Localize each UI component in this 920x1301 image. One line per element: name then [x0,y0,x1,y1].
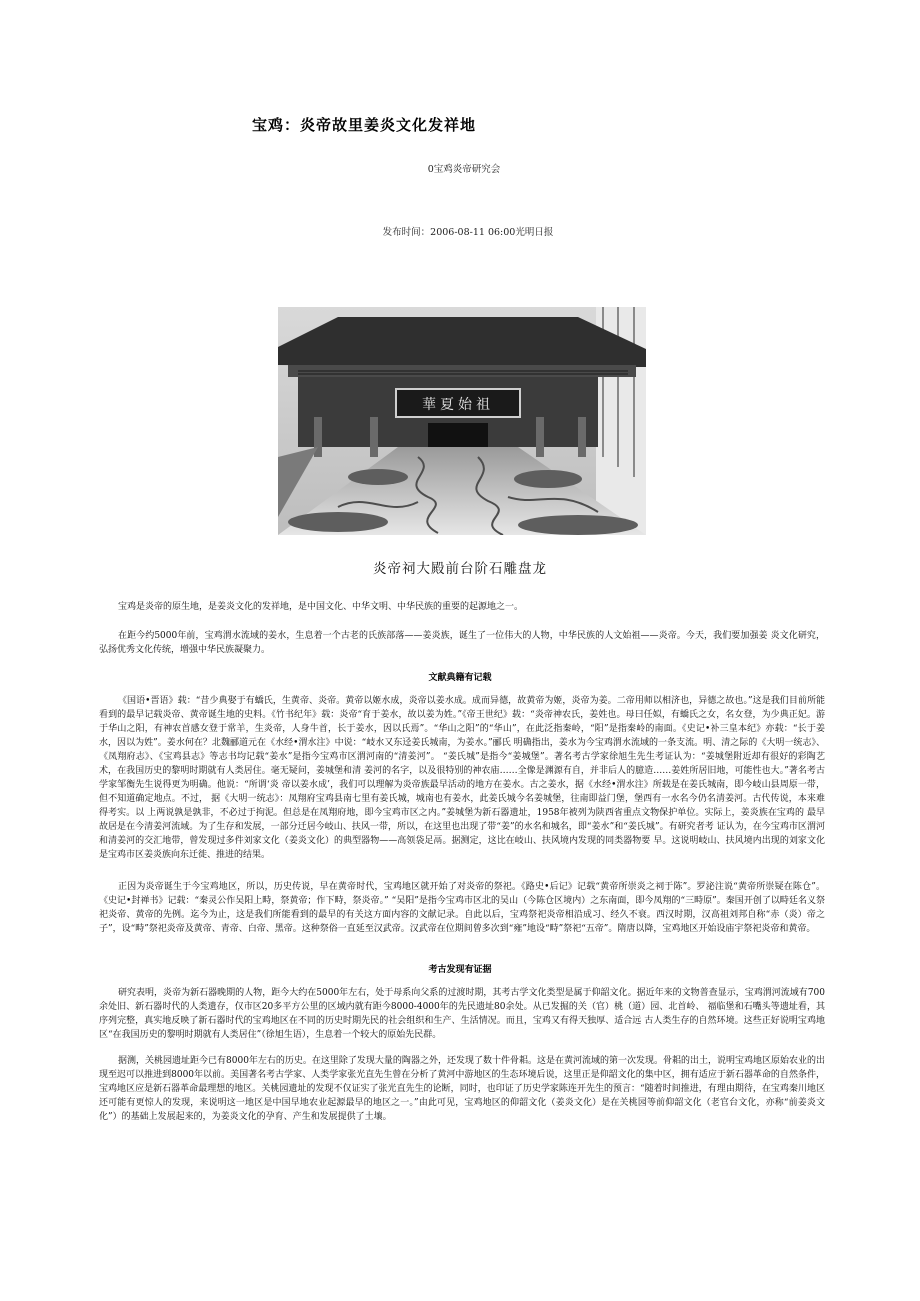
archaeology-paragraph-2: 据测，关桃园遗址距今已有8000年左右的历史。在这里除了发现大量的陶器之外，还发现了数十件骨耜。这是在黄河流域的第一次发现。骨耜的出土，说明宝鸡地区原始农业的出现至迟可以推进到8000年以前。美国著名考古学家、人类学家张光直先生曾在分析了黄河中游地区的生态环境后说，这里正是仰韶文化的集中区，拥有适应于新石器革命的自然条件，宝鸡地区应是新石器革命最理想的地区。关桃园遗址的发现不仅证实了张光直先生的论断，同时，也印证了历史学家陈连开先生的预言：“随着时间推进，有理由期待，在宝鸡秦川地区还可能有更惊人的发现，来说明这一地区是中国早地农业起源最早的地区之一。”由此可见，宝鸡地区的仰韶文化（姜炎文化）是在关桃园等前仰韶文化（老官台文化，亦称“前姜炎文化”）的基础上发展起来的，为姜炎文化的孕育、产生和发展提供了土壤。 [99,1056,825,1122]
article-title: 宝鸡：炎帝故里姜炎文化发祥地 [252,116,477,134]
archaeology-paragraph-1: 研究表明，炎帝为新石器晚期的人物，距今大约在5000年左右，处于母系向父系的过渡时期，其考古学文化类型是属于仰韶文化。据近年来的文物普查显示，宝鸡渭河流域有700余处旧、新石器时代的人类遗存，仅市区20多平方公里的区域内就有距今8000-4000年的先民遗址80余处。从已发掘的关（官）桃（道）园、北首岭、 福临堡和石嘴头等遗址看，其序列完整，真实地反映了新石器时代的宝鸡地区在不同的历史时期先民的社会组织和生产、生活情况。而且，宝鸡又有得天独厚、适合远 古人类生存的自然环境。这些正好说明宝鸡地区“在我国历史的黎明时期就有人类居住”（徐旭生语），生息着一个较大的原始先民群。 [99,988,825,1040]
literature-paragraph-2: 正因为炎帝诞生于今宝鸡地区，所以，历史传说，早在黄帝时代，宝鸡地区就开始了对炎帝的祭祀。《路史•后记》记载“黄帝所崇炎之祠于陈”。罗泌注说“黄帝所崇疑在陈仓”。《史记•封禅书》记载：“秦灵公作吴阳上畤，祭黄帝；作下畤，祭炎帝。” “吴阳”是指今宝鸡市区北的吴山（今陈仓区境内）之东南面，即今凤翔的“三畤原”。秦国开创了以畤廷名义祭祀炎帝、黄帝的先例。迄今为止，这是我们所能看到的最早的有关这方面内容的文献记录。自此以后，宝鸡祭祀炎帝相沿成习、经久不衰。西汉时期，汉高祖刘邦自称“赤（炎）帝之子”，设“畤”祭祀炎帝及黄帝、青帝、白帝、黑帝。这种祭俗一直延至汉武帝。汉武帝在位期间曾多次到“雍”地设“畤”祭祀“五帝”。隋唐以降，宝鸡地区开始设庙宇祭祀炎帝和黄帝。 [99,882,825,934]
article-author: 0宝鸡炎帝研究会 [427,164,501,175]
literature-paragraph-1: 《国语•晋语》载：“昔少典娶于有蟜氏，生黄帝、炎帝。黄帝以姬水成，炎帝以姜水成。成而异德，故黄帝为姬，炎帝为姜。二帝用师以相济也，异德之故也。”这是我们目前所能看到的最早记载炎帝、黄帝诞生地的史料。《竹书纪年》载：炎帝“育于姜水，故以姜为姓。”《帝王世纪》载：“炎帝神农氏，姜姓也。母曰任姒，有蟜氏之女，名女登，为少典正妃。游于华山之阳，有神农首感女登于常羊，生炎帝，人身牛首，长于姜水，因以氏焉”。“华山之阳”的“华山”，在此泛指秦岭，“阳”是指秦岭的南面。《史记•补三皇本纪》亦载：“长于姜水，因以为姓”。姜水何在？北魏郦道元在《水经•渭水注》中说：“岐水又东迳姜氏城南，为姜水。”郦氏 明确指出，姜水为今宝鸡渭水流域的一条支流。明、清之际的《大明一统志》、《凤翔府志》、《宝鸡县志》等志书均记载“姜水”是指今宝鸡市区渭河南的“清姜河”。 “姜氏城”是指今“姜城堡”。著名考古学家徐旭生先生考证认为：“姜城堡附近却有很好的彩陶艺术，在我国历史的黎明时期就有人类居住。毫无疑问，姜城堡和清 姜河的名字，以及很特别的神农庙……全像是渊源有自，并非后人的臆造……姜姓所居旧地，可能性也大。”著名考古学家邹衡先生说得更为明确。他说：“所谓‘炎 帝以姜水成’，我们可以理解为炎帝族最早活动的地方在姜水。古之姜水，据《水经•渭水注》所载是在姜氏城南，即今岐山县周原一带，但不知道确定地点。不过， 据《大明一统志》：凤翔府宝鸡县南七里有姜氏城，城南也有姜水，此姜氏城今名姜城堡，往南即益门堡，堡西有一水名今仍名清姜河。古代传说，本来难得考实。以 上两说孰是孰非，不必过于拘泥。但总是在凤翔府地，即今宝鸡市区之内。”姜城堡为新石器遗址，1958年被列为陕西省重点文物保护单位。实际上，姜炎族在宝鸡的 最早故居是在今清姜河流域。为了生存和发展，一部分迁居今岐山、扶风一带，所以，在这里也出现了带“姜”的水名和城名，即“姜水”和“姜氏城”。有研究者考 证认为，在今宝鸡市区渭河和清姜河的交汇地带，曾发现过多件刘家文化（姜炎文化）的典型器物——高领袋足鬲。据测定，这比在岐山、扶风境内发现的同类器物要 早。这说明岐山、扶风境内出现的刘家文化是宝鸡市区姜炎族向东迁徙、推进的结果。 [99,696,825,860]
temple-photo-illustration [278,307,646,535]
publish-info: 发布时间：2006-08-11 06:00光明日报 [382,227,554,238]
photo-caption: 炎帝祠大殿前台阶石雕盘龙 [373,561,547,577]
section-heading-literature: 文献典籍有记载 [428,673,492,683]
origin-paragraph: 在距今约5000年前，宝鸡渭水流域的姜水，生息着一个古老的氏族部落——姜炎族，诞生了一位伟大的人物，中华民族的人文始祖——炎帝。今天，我们要加强姜 炎文化研究，弘扬优秀文化传统，增强中华民族凝聚力。 [99,631,825,655]
article-photo [278,307,646,535]
plaque-text: 華夏始祖 [422,397,494,413]
intro-paragraph: 宝鸡是炎帝的原生地，是姜炎文化的发祥地，是中国文化、中华文明、中华民族的重要的起源地之一。 [118,602,524,612]
section-heading-archaeology: 考古发现有证据 [428,965,492,975]
